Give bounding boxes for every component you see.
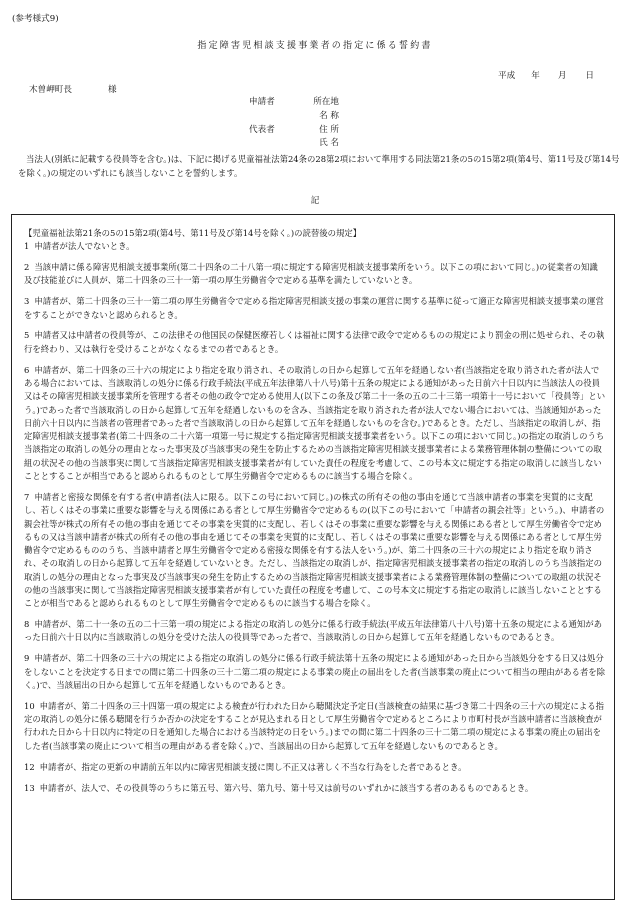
applicant-label: 申請者 bbox=[249, 97, 275, 107]
provision-number: 10 bbox=[24, 700, 35, 711]
provision-item bbox=[24, 364, 606, 484]
provision-item bbox=[24, 261, 606, 288]
provision-text: 申請者又は申請者の役員等が、この法律その他国民の保健医療若しくは福祉に関する法律で政令で定めるものの規定により罰金の刑に処せられ、その執行を終わり、又は執行を受けることがなくなるまでの者であるとき。 bbox=[24, 330, 605, 354]
date-line bbox=[498, 70, 594, 83]
provision-number: 1 bbox=[24, 241, 30, 252]
ki-heading: 記 bbox=[310, 196, 320, 206]
provisions-box bbox=[11, 214, 615, 900]
signature-block bbox=[249, 96, 339, 151]
date-month-unit: 月 bbox=[557, 71, 567, 81]
address-label: 所在地 bbox=[313, 97, 339, 107]
provision-item bbox=[24, 761, 606, 774]
company-name-label: 名 称 bbox=[319, 110, 339, 121]
signature-row-rep-address bbox=[249, 124, 339, 138]
provisions-content bbox=[24, 227, 606, 802]
provision-number: 6 bbox=[24, 364, 30, 375]
addressee-name: 木曽岬町長 bbox=[29, 85, 72, 95]
document-title: 指定障害児相談支援事業者の指定に係る誓約書 bbox=[197, 41, 433, 51]
provision-number: 9 bbox=[24, 653, 30, 664]
provision-number: 7 bbox=[24, 491, 30, 502]
provision-item bbox=[24, 618, 606, 645]
addressee-honorific: 様 bbox=[107, 85, 117, 95]
provision-text: 当該申請に係る障害児相談支援事業所(第二十四条の二十八第一項に規定する障害児相談支援事業所をいう。以下この項において同じ。)の従業者の知識及び技能並びに人員が、第二十四条の三十一第一項の厚生労働省令で定める基準を満たしていないとき。 bbox=[24, 262, 598, 286]
provisions-list bbox=[24, 240, 606, 795]
provision-text: 申請者が、第二十四条の三十四第一項の規定による検査が行われた日から聴聞決定予定日(当該検査の結果に基づき第二十四条の三十六の規定による指定の取消しの処分に係る聴聞を行うか否かの決定をすることが見込まれる日として厚生労働省令で定めるところにより市町村長が当該申請者に当該検査が行われた日から十日以内に特定の日を通知した場合における当該特定の日をいう。)までの間に第二十四条の三十二第二項の規定による事業の廃止の届出をした者(当該事業の廃止について相当の理由がある者を除く。)で、当該届出の日から起算して五年を経過しないものであるとき。 bbox=[24, 700, 605, 751]
provision-number: 3 bbox=[24, 296, 30, 307]
date-era: 平成 bbox=[498, 71, 516, 81]
provision-number: 2 bbox=[24, 262, 30, 273]
provision-number: 5 bbox=[24, 330, 30, 341]
provision-item bbox=[24, 652, 606, 692]
provision-number: 13 bbox=[24, 782, 35, 793]
provision-number: 8 bbox=[24, 619, 30, 630]
provisions-heading: 【児童福祉法第21条の5の15第2項(第4号、第11号及び第14号を除く。)の読替後の規定】 bbox=[24, 228, 362, 238]
representative-label: 代表者 bbox=[249, 124, 275, 135]
rep-name-label: 氏 名 bbox=[319, 138, 339, 149]
provision-text: 申請者が、第二十一条の五の二十三第一項の規定による指定の取消しの処分に係る行政手続法(平成五年法律第八十八号)第十五条の規定による通知があった日前六十日以内に当該取消しの処分を受けた法人の役員等であった者で、当該取消しの日から起算して五年を経過しないものであるとき。 bbox=[24, 619, 602, 643]
signature-row-company bbox=[249, 110, 339, 124]
date-year-unit: 年 bbox=[531, 71, 540, 81]
rep-address-label: 住 所 bbox=[319, 124, 339, 135]
date-day-unit: 日 bbox=[585, 71, 595, 81]
intro-paragraph: 当法人(別紙に記載する役員等を含む。)は、下記に掲げる児童福祉法第24条の28第2項において準用する同法第21条の5の15第2項(第4号、第11号及び第14号を除く。)の規定のいずれにも該当しないことを誓約します。 bbox=[18, 154, 620, 178]
signature-row-rep-name bbox=[249, 137, 339, 151]
provision-text: 申請者と密接な関係を有する者(申請者(法人に限る。以下この号において同じ。)の株式の所有その他の事由を通じて当該申請者の事業を実質的に支配し、若しくはその事業に重要な影響を与える関係にある者として厚生労働省令で定めるもの(以下この号において「申請者の親会社等」という。)、申請者の親会社等が株式の所有その他の事由を通じてその事業を実質的に支配し、若しくはその事業に重要な影響を与える関係にある者として厚生労働省令で定めるもの又は当該申請者が株式の所有その他の事由を通じてその事業を実質的に支配し、若しくはその事業に重要な影響を与える関係にある者として厚生労働省令で定めるもののうち、当該申請者と厚生労働省令で定める密接な関係を有する法人をいう。)が、第二十四条の三十六の規定により指定を取り消され、その取消しの日から起算して五年を経過していないとき。ただし、当該指定の取消しが、指定障害児相談支援事業者の指定の取消しのうち当該指定の取消しの処分の理由となった事実及び当該事実の発生を防止するための当該指定障害児相談支援事業者による業務管理体制の整備についての取組の状況その他の当該事実に関して当該指定障害児相談支援事業者が有していた責任の程度を考慮して、この号本文に規定する指定の取消しに該当しないこととすることが相当であると認められるものとして厚生労働省令で定めるものに該当する場合を除く。 bbox=[24, 491, 605, 609]
form-number: (参考様式9) bbox=[12, 14, 59, 24]
addressee bbox=[29, 84, 117, 97]
provision-text: 申請者が、第二十四条の三十一第二項の厚生労働省令で定める指定障害児相談支援の事業の運営に関する基準に従って適正な障害児相談支援事業の運営をすることができないと認められるとき。 bbox=[24, 296, 604, 320]
provision-text: 申請者が、第二十四条の三十六の規定により指定を取り消され、その取消しの日から起算して五年を経過しない者(当該指定を取り消された者が法人である場合においては、当該取消しの処分に係る行政手続法(平成五年法律第八十八号)第十五条の規定による通知があった日前六十日以内に当該法人の役員又はその障害児相談支援事業所を管理する者その他の政令で定める使用人(以下この条及び第二十一条の五の二十三第一項第十一号において「役員等」という。)であった者で当該取消しの日から起算して五年を経過しないものを含み、当該指定を取り消された者が法人でない場合においては、当該通知があった日前六十日以内に当該者の管理者であった者で当該取消しの日から起算して五年を経過しないものを含む。)であるとき。ただし、当該指定の取消しが、指定障害児相談支援事業者(第二十四条の二十六第一項第一号に規定する指定障害児相談支援事業者をいう。以下この項において同じ。)の指定の取消しのうち当該指定の取消しの処分の理由となった事実及び当該事実の発生を防止するための当該指定障害児相談支援事業者による業務管理体制の整備についての取組の状況その他の当該事実に関して当該指定障害児相談支援事業者が有していた責任の程度を考慮して、この号本文に規定する指定の取消しに該当しないこととすることが相当であると認められるものとして厚生労働省令で定めるものに該当する場合を除く。 bbox=[24, 364, 606, 482]
provision-number: 12 bbox=[24, 761, 35, 772]
provision-item bbox=[24, 700, 606, 753]
provision-item bbox=[24, 782, 606, 795]
signature-row-address bbox=[249, 96, 339, 110]
provision-text: 申請者が、指定の更新の申請前五年以内に障害児相談支援に関し不正又は著しく不当な行為をした者であるとき。 bbox=[39, 761, 467, 772]
provision-text: 申請者が、第二十四条の三十六の規定による指定の取消しの処分に係る行政手続法第十五条の規定による通知があった日から当該処分をする日又は処分をしないことを決定する日までの間に第二十四条の三十二第二項の規定による事業の廃止の届出をした者(当該事業の廃止について相当の理由がある者を除く。)で、当該届出の日から起算して五年を経過しないものであるとき。 bbox=[24, 653, 605, 690]
provision-text: 申請者が、法人で、その役員等のうちに第五号、第六号、第九号、第十号又は前号のいずれかに該当する者のあるものであるとき。 bbox=[39, 782, 534, 793]
provision-item bbox=[24, 329, 606, 356]
provision-item bbox=[24, 240, 606, 253]
provision-item bbox=[24, 295, 606, 322]
provision-text: 申請者が法人でないとき。 bbox=[34, 241, 135, 252]
provision-item bbox=[24, 491, 606, 611]
